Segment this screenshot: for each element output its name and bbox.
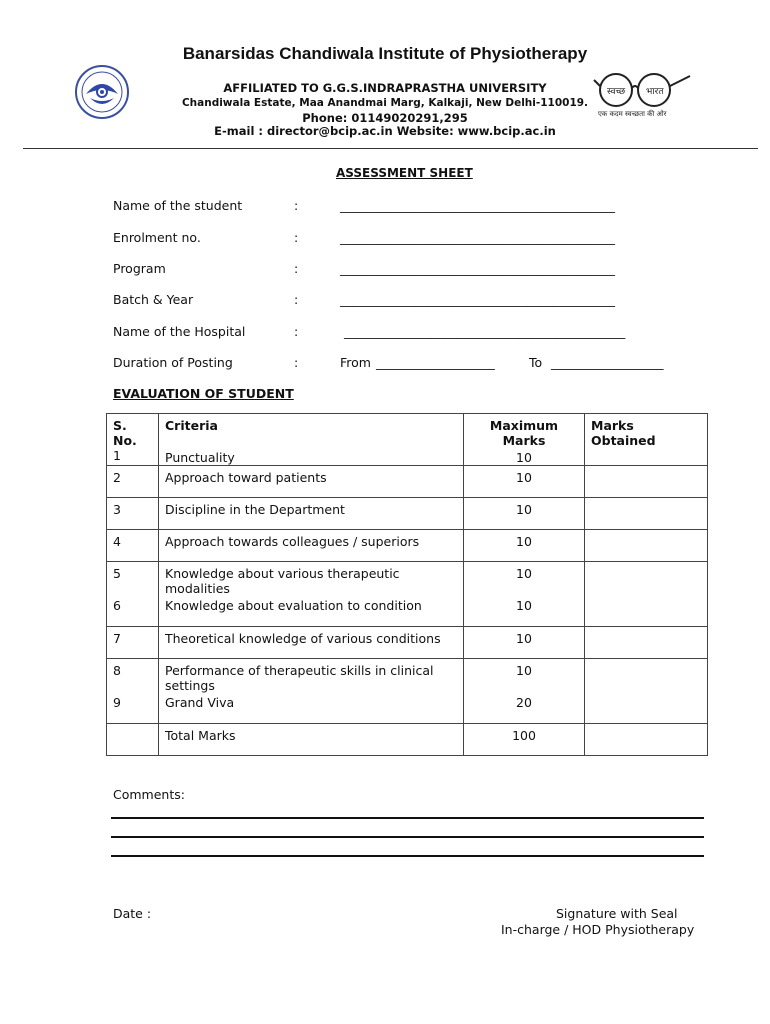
obtained-cell[interactable]: [585, 659, 708, 724]
header-max: Maximum Marks: [489, 418, 559, 448]
batch-year-blank[interactable]: ____________________________________________: [340, 292, 615, 307]
field-label-hospital: Name of the Hospital: [113, 324, 246, 339]
to-blank[interactable]: __________________: [551, 355, 664, 370]
row-max: 10: [516, 450, 532, 465]
max-cell: [464, 562, 585, 627]
table-row: [107, 466, 708, 498]
criteria-cell: [159, 414, 464, 466]
row-sno: 2: [107, 466, 159, 498]
sno-cell: [107, 562, 159, 627]
sheet-title: ASSESSMENT SHEET: [336, 166, 473, 180]
row-criteria: Performance of therapeutic skills in clinical settings: [165, 663, 434, 693]
row-criteria: Approach toward patients: [159, 466, 464, 498]
row-sno: [107, 724, 159, 756]
obtained-cell[interactable]: [585, 530, 708, 562]
header-sno: S. No.: [113, 418, 137, 448]
comment-line[interactable]: [111, 855, 704, 857]
comment-line[interactable]: [111, 836, 704, 838]
row-criteria: Knowledge about various therapeutic modalities: [165, 566, 400, 596]
obtained-cell[interactable]: [585, 414, 708, 466]
from-blank[interactable]: ___________________: [376, 355, 495, 370]
row-sno: 7: [107, 627, 159, 659]
row-criteria: Punctuality: [165, 450, 235, 465]
row-criteria: Knowledge about evaluation to condition: [165, 598, 422, 613]
obtained-cell[interactable]: [585, 627, 708, 659]
field-colon: :: [294, 324, 299, 339]
criteria-cell: [159, 562, 464, 627]
row-criteria: Discipline in the Department: [159, 498, 464, 530]
row-max: 10: [464, 627, 585, 659]
institute-name: Banarsidas Chandiwala Institute of Physiotherapy: [182, 44, 588, 63]
sno-cell: [107, 414, 159, 466]
comments-label: Comments:: [113, 787, 185, 802]
field-label-duration: Duration of Posting: [113, 355, 233, 370]
table-row: [107, 562, 708, 627]
max-cell: [464, 414, 585, 466]
row-max: 10: [516, 663, 532, 678]
signatory-title: In-charge / HOD Physiotherapy: [501, 922, 695, 937]
field-colon: :: [294, 230, 299, 245]
row-sno: 9: [113, 695, 121, 710]
row-max: 10: [464, 530, 585, 562]
row-criteria: Total Marks: [159, 724, 464, 756]
field-colon: :: [294, 292, 299, 307]
table-row: [107, 414, 708, 466]
field-colon: :: [294, 355, 299, 370]
table-row: [107, 530, 708, 562]
table-row: [107, 498, 708, 530]
row-sno: 1: [113, 448, 121, 463]
row-sno: 4: [107, 530, 159, 562]
logo-tagline: एक कदम स्वच्छता की ओर: [598, 110, 667, 118]
enrolment-blank[interactable]: ____________________________________________: [340, 230, 615, 245]
row-max: 100: [464, 724, 585, 756]
row-max: 10: [516, 598, 532, 613]
affiliation-line: AFFILIATED TO G.G.S.INDRAPRASTHA UNIVERSITY: [223, 81, 547, 95]
logo-word-2: भारत: [646, 87, 664, 97]
table-row: [107, 724, 708, 756]
logo-word-1: स्वच्छ: [607, 87, 626, 97]
row-sno: 6: [113, 598, 121, 613]
address-line: Chandiwala Estate, Maa Anandmai Marg, Kalkaji, New Delhi-110019.: [181, 97, 589, 109]
field-label-enrolment: Enrolment no.: [113, 230, 201, 245]
row-criteria: Grand Viva: [165, 695, 235, 710]
header-divider: [23, 148, 758, 149]
row-sno: 5: [113, 566, 121, 581]
row-criteria: Approach towards colleagues / superiors: [159, 530, 464, 562]
row-max: 10: [464, 498, 585, 530]
email-website-line: E-mail : director@bcip.ac.in Website: www.bcip.ac.in: [214, 124, 556, 138]
table-row: [107, 659, 708, 724]
institute-logo: [68, 64, 136, 120]
obtained-cell[interactable]: [585, 466, 708, 498]
max-cell: [464, 659, 585, 724]
student-name-blank[interactable]: ____________________________________________: [340, 198, 615, 213]
obtained-cell[interactable]: [585, 562, 708, 627]
field-label-student-name: Name of the student: [113, 198, 243, 213]
phone-line: Phone: 01149020291,295: [302, 111, 468, 125]
row-sno: 3: [107, 498, 159, 530]
field-label-batch-year: Batch & Year: [113, 292, 194, 307]
field-colon: :: [294, 198, 299, 213]
evaluation-title: EVALUATION OF STUDENT: [113, 386, 294, 401]
row-criteria: Theoretical knowledge of various conditions: [159, 627, 464, 659]
program-blank[interactable]: ____________________________________________: [340, 261, 615, 276]
row-max: 20: [516, 695, 532, 710]
hospital-blank[interactable]: _____________________________________________: [344, 324, 626, 339]
field-colon: :: [294, 261, 299, 276]
to-label: To: [529, 355, 543, 370]
criteria-cell: [159, 659, 464, 724]
row-max: 10: [516, 566, 532, 581]
date-label: Date :: [113, 906, 152, 921]
evaluation-table: [106, 413, 708, 756]
signature-label: Signature with Seal: [556, 906, 678, 921]
from-label: From: [340, 355, 371, 370]
obtained-cell[interactable]: [585, 498, 708, 530]
header-criteria: Criteria: [165, 418, 218, 433]
row-sno: 8: [113, 663, 121, 678]
swachh-bharat-logo: [590, 68, 695, 120]
table-row: [107, 627, 708, 659]
header-obtained: Marks Obtained: [591, 418, 656, 448]
row-max: 10: [464, 466, 585, 498]
comment-line[interactable]: [111, 817, 704, 819]
obtained-cell[interactable]: [585, 724, 708, 756]
sno-cell: [107, 659, 159, 724]
field-label-program: Program: [113, 261, 166, 276]
